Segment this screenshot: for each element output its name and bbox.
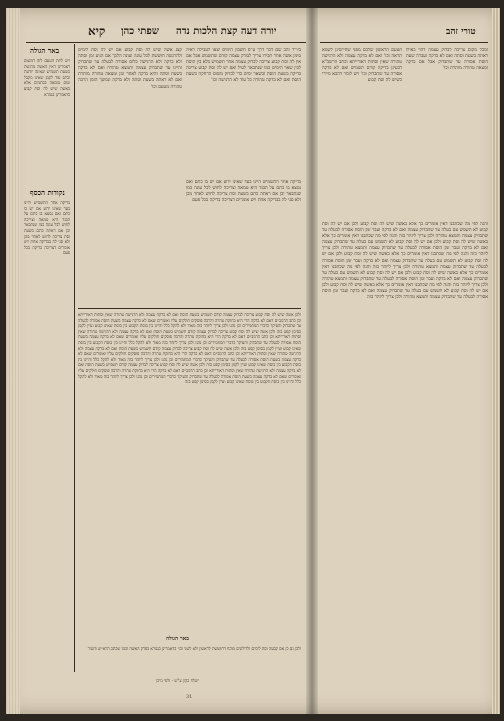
right-page-header: טורי זהב (446, 27, 476, 37)
side-column-text: ויש לתת הטעם לזה דמשום דאמרינן דאין האשה מרגשת בשעת תשמיש שאינה יודעת וכתב עוד לקמן שאינו מקבל שום טומאה בכתמים אלא באשה שיש לה וסת קבוע כדאמרינן בגמרא (24, 58, 70, 97)
page-header-number: קיא (88, 24, 106, 38)
header-rule (26, 42, 306, 43)
page-edges-left (6, 8, 20, 714)
main-column-2: קצג אשה שיש לה וסת קבוע אם יש לה וסת לימים ולהרגשה חוששת לכל עונה ועונה הלכך אם הגיע זמן וסתה ולא בדקה ולא הרגישה כלום אסורה לבעלה עד שתבדוק והיינו עד שתבדוק עצמה ותמצא טהורה ואם לא בדקה בשעת וסתה והיא בדקה לאחר זמן ומצאה טהורה מותרת ואם לא ראתה בשעת וסתה ולא בדקה ונמשך הזמן הרבה טהורה מטעם וכו' (78, 48, 182, 90)
page-header-title: יורה דעה קצת הלכות נדה (176, 26, 277, 37)
right-lower-commentary: והנה לפי מה שכתבנו דאין אומרים כך אלא באשה שיש לה וסת קבוע ולכן אם יש לה וסת קבוע לא תשמש עם בעלה עד שתבדוק עצמה ואם לא בדקה ועבר זמן הוסת אסורה לבעלה עד שתבדוק עצמה ותמצא טהורה ולכן צריך ליזהר בזה והנה לפי מה שכתבנו דאין אומרים כך אלא באשה שיש לה וסת קבוע ולכן אם יש לה וסת קבוע לא תשמש עם בעלה עד שתבדוק עצמה ואם לא בדקה ועבר זמן הוסת אסורה לבעלה עד שתבדוק עצמה ותמצא טהורה ולכן צריך ליזהר בזה והנה לפי מה שכתבנו דאין אומרים כך אלא באשה שיש לה וסת קבוע ולכן אם יש לה וסת קבוע לא תשמש עם בעלה עד שתבדוק עצמה ואם לא בדקה ועבר זמן הוסת אסורה לבעלה עד שתבדוק עצמה ותמצא טהורה ולכן צריך ליזהר בזה והנה לפי מה שכתבנו דאין אומרים כך אלא באשה שיש לה וסת קבוע ולכן אם יש לה וסת קבוע לא תשמש עם בעלה עד שתבדוק עצמה ואם לא בדקה ועבר זמן הוסת אסורה לבעלה עד שתבדוק עצמה ותמצא טהורה ולכן צריך ליזהר בזה והנה לפי מה שכתבנו דאין אומרים כך אלא באשה שיש לה וסת קבוע ולכן אם יש לה וסת קבוע לא תשמש עם בעלה עד שתבדוק עצמה ואם לא בדקה ועבר זמן הוסת אסורה לבעלה עד שתבדוק עצמה ותמצא טהורה ולכן צריך ליזהר בזה (322, 222, 488, 301)
page-edges-right (492, 8, 500, 714)
main-column-1-continued: בדיקה אחר התשמיש היינו בעד שאינו ידוע אם יש בו כתם ואם נמצא בו כתם על הבגד היא טמאה וצריכה לחוש לכל עונה כמו שנתבאר וכן אם ראתה כתם בשעת וסת צריכה לחוש לאחר מכן ולא סגי לה בבדיקה אחת ויש אומרים דצריכה בדיקה בכל פעם (186, 180, 301, 204)
book-gutter (306, 8, 318, 714)
side-column-title: באר הגולה (30, 46, 60, 55)
right-header-rule (320, 42, 488, 43)
section-rule (78, 308, 301, 309)
right-column-1: הטעם הראשון שלכם מפני שחיישינן לשמא תראה וכו' ואם לא בדקה עצמה ולא הרגישה טהורה שאין וסתות דאורייתא וכתב הרשב"א דבעינן בדיקה קודם תשמיש ואם לא בדקה אסורה עד שתבדוק וכו' ויש לומר דהכא מיירי כשיש לה וסת קבוע (322, 48, 402, 84)
inner-column-text: בדיקה אחר התשמיש היינו בעד שאינו ידוע אם יש בו כתם ואם נמצא בו כתם על הבגד היא טמאה וצריכה לחוש לכל עונה כמו שנתבאר וכן אם ראתה כתם בשעת וסת צריכה לחוש לאחר מכן ולא סגי לה בבדיקה אחת ויש אומרים דצריכה בדיקה בכל פעם (24, 200, 70, 256)
main-column-1: ביו"ד זהב שם דבר דרך ע"פ חשבון הימים יצאו לטבילה ראיה סימן אשה אחר חבירו צריך לבודק עצמה קודם שתשמש אבל אם אין לה וסת קבוע צריכה לבדוק עצמה אחר תשמיש בלא בין הוסת לבין שאר הימים כמו שנתבאר לעיל ואם יש לה וסת קבוע צריכה בדיקה בשעת הוסת ובשאר ימים כדי לבדוק משום הרחקה בשעת הוסת ואם לא בדקה טהורה כל עוד לא הרגישה וכו' (186, 48, 301, 84)
note-text: ולכן גם כן אם קבעה וסת לימים ולדילוגים מוכח דחוששת לראשון ולא לשני וכו' כדאמרינן בגמרא בפרק האשה וכמו שכתב הרא"ש והטור (87, 646, 301, 651)
page-header-section: שפתי כהן (121, 26, 159, 37)
right-column-2: ומכל מקום צריכה לבדוק עצמה דהוי כאילו ראתה בשעת וסתה ואם לא בדקה ועברה שעת הוסת אסורה עד שתבדוק אבל אם בדקה ומצאה טהורה מותרת וכו' (406, 48, 488, 72)
book-spread (6, 8, 500, 714)
inner-column-title: נקודות הכסף (30, 188, 65, 197)
column-rule-outer (74, 44, 75, 672)
note-title: באר הגולה (166, 636, 189, 642)
page-footer: ישלח בקון צ"ש - ולפי מיכן (156, 678, 200, 683)
page-number: 31 (186, 694, 193, 700)
lower-commentary: ולכן אשה שיש לה וסת קבוע צריכה לבדוק עצמה קודם תשמיש בשעת הוסת ואם לא בדקה עצמה ולא הרגישה טהורה שאין וסתות דאורייתא וכן כתב הרמב"ם דאם לא בדקה הרי היא בחזקת טהרה והרבה פוסקים חולקים עליו ואומרים שאם לא בדקה עצמה בשעת הוסת אסורה לבעלה עד שתבדוק והעיקר כדברי המחמירים וכן נהגו ולכן צריך ליזהר בזה מאוד ולא להקל כלל והיינו בין בוסת הקבוע בין בוסת שאינו קבוע ועיין לקמן בסימן קפט בזה ולכן אשה שיש לה וסת קבוע צריכה לבדוק עצמה קודם תשמיש בשעת הוסת ואם לא בדקה עצמה ולא הרגישה טהורה שאין וסתות דאורייתא וכן כתב הרמב"ם דאם לא בדקה הרי היא בחזקת טהרה והרבה פוסקים חולקים עליו ואומרים שאם לא בדקה עצמה בשעת הוסת אסורה לבעלה עד שתבדוק והעיקר כדברי המחמירים וכן נהגו ולכן צריך ליזהר בזה מאוד ולא להקל כלל והיינו בין בוסת הקבוע בין בוסת שאינו קבוע ועיין לקמן בסימן קפט בזה ולכן אשה שיש לה וסת קבוע צריכה לבדוק עצמה קודם תשמיש בשעת הוסת ואם לא בדקה עצמה ולא הרגישה טהורה שאין וסתות דאורייתא וכן כתב הרמב"ם דאם לא בדקה הרי היא בחזקת טהרה והרבה פוסקים חולקים עליו ואומרים שאם לא בדקה עצמה בשעת הוסת אסורה לבעלה עד שתבדוק והעיקר כדברי המחמירים וכן נהגו ולכן צריך ליזהר בזה מאוד ולא להקל כלל והיינו בין בוסת הקבוע בין בוסת שאינו קבוע ועיין לקמן בסימן קפט בזה ולכן אשה שיש לה וסת קבוע צריכה לבדוק עצמה קודם תשמיש בשעת הוסת ואם לא בדקה עצמה ולא הרגישה טהורה שאין וסתות דאורייתא וכן כתב הרמב"ם דאם לא בדקה הרי היא בחזקת טהרה והרבה פוסקים חולקים עליו ואומרים שאם לא בדקה עצמה בשעת הוסת אסורה לבעלה עד שתבדוק והעיקר כדברי המחמירים וכן נהגו ולכן צריך ליזהר בזה מאוד ולא להקל כלל והיינו בין בוסת הקבוע בין בוסת שאינו קבוע ועיין לקמן בסימן קפט בזה (78, 312, 301, 385)
